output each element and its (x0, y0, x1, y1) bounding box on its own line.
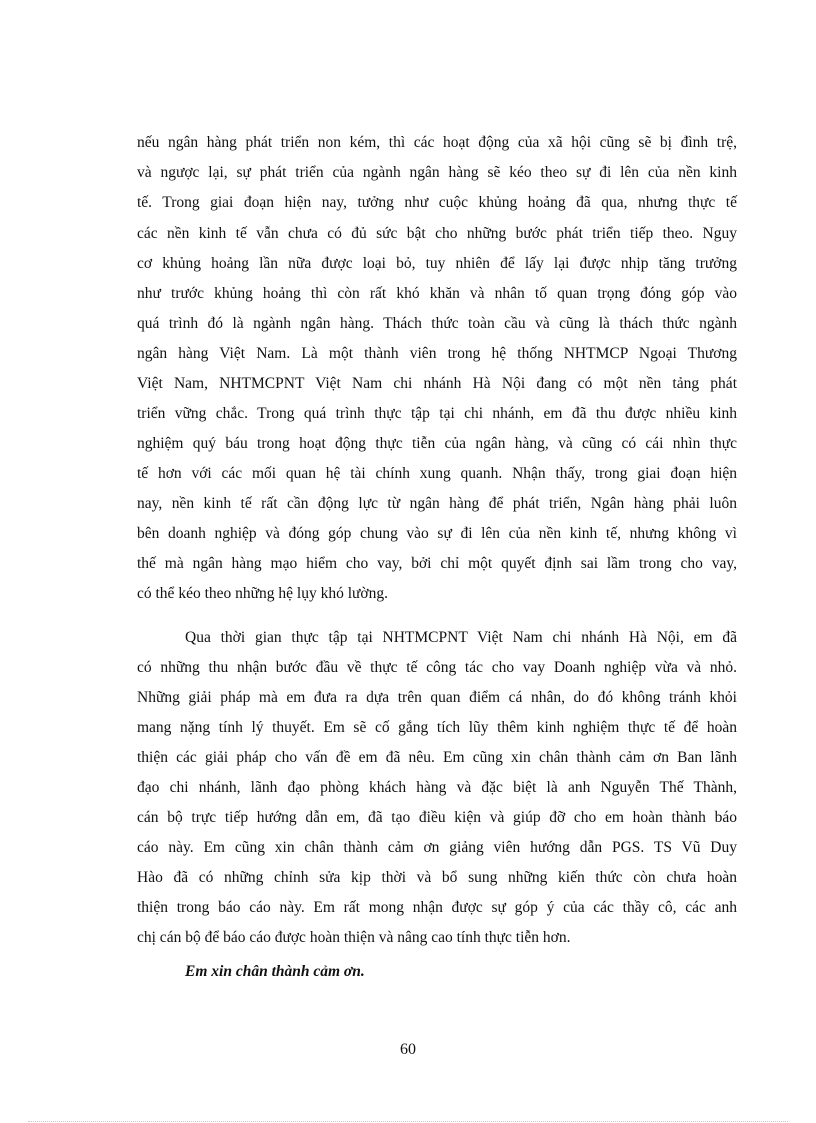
paragraph-1-line: các nền kinh tế vẫn chưa có đủ sức bật cho những bước phát triển tiếp theo. Nguy (137, 225, 737, 242)
footer-divider (28, 1121, 788, 1122)
paragraph-1-line: triển vững chắc. Trong quá trình thực tập tại chi nhánh, em đã thu được nhiều kinh (137, 405, 737, 422)
paragraph-1-line: ngân hàng Việt Nam. Là một thành viên trong hệ thống NHTMCP Ngoại Thương (137, 345, 737, 362)
paragraph-1-line: nếu ngân hàng phát triển non kém, thì các hoạt động của xã hội cũng sẽ bị đình trệ, (137, 134, 737, 151)
paragraph-1-line: tế. Trong giai đoạn hiện nay, tưởng như cuộc khủng hoảng đã qua, nhưng thực tế (137, 194, 737, 211)
paragraph-1-line: quá trình đó là ngành ngân hàng. Thách thức toàn cầu và cũng là thách thức ngành (137, 315, 737, 332)
closing-thanks: Em xin chân thành cảm ơn. (185, 963, 365, 980)
paragraph-1-line: bên doanh nghiệp và đóng góp chung vào sự đi lên của nền kinh tế, nhưng không vì (137, 525, 737, 542)
paragraph-2-line: thiện các giải pháp cho vấn đề em đã nêu. Em cũng xin chân thành cảm ơn Ban lãnh (137, 749, 737, 766)
paragraph-2-line: có những thu nhận bước đầu về thực tế công tác cho vay Doanh nghiệp vừa và nhỏ. (137, 659, 737, 676)
paragraph-2-line: mang nặng tính lý thuyết. Em sẽ cố gắng tích lũy thêm kinh nghiệm thực tế để hoàn (137, 719, 737, 736)
paragraph-1-line: có thể kéo theo những hệ lụy khó lường. (137, 585, 388, 602)
paragraph-2-line: thiện trong báo cáo này. Em rất mong nhận được sự góp ý của các thầy cô, các anh (137, 899, 737, 916)
paragraph-1-line: tế hơn với các mối quan hệ tài chính xung quanh. Nhận thấy, trong giai đoạn hiện (137, 465, 737, 482)
page-number: 60 (400, 1041, 416, 1058)
paragraph-1-line: và ngược lại, sự phát triển của ngành ngân hàng sẽ kéo theo sự đi lên của nền kinh (137, 164, 737, 181)
paragraph-1-line: như trước khủng hoảng thì còn rất khó khăn và nhân tố quan trọng đóng góp vào (137, 285, 737, 302)
paragraph-2-line: đạo chi nhánh, lãnh đạo phòng khách hàng và đặc biệt là anh Nguyễn Thế Thành, (137, 779, 737, 796)
paragraph-1-line: thế mà ngân hàng mạo hiểm cho vay, bởi chỉ một quyết định sai lầm trong cho vay, (137, 555, 737, 572)
paragraph-1-line: nghiệm quý báu trong hoạt động thực tiễn của ngân hàng, và cũng có cái nhìn thực (137, 435, 737, 452)
paragraph-2-line: Hào đã có những chỉnh sửa kịp thời và bổ sung những kiến thức còn chưa hoàn (137, 869, 737, 886)
paragraph-2-line: chị cán bộ để báo cáo được hoàn thiện và nâng cao tính thực tiễn hơn. (137, 929, 571, 946)
paragraph-1-line: cơ khủng hoảng lần nữa được loại bỏ, tuy nhiên để lấy lại được nhịp tăng trưởng (137, 255, 737, 272)
paragraph-1-line: Việt Nam, NHTMCPNT Việt Nam chi nhánh Hà Nội đang có một nền tảng phát (137, 375, 737, 392)
paragraph-2-line: Qua thời gian thực tập tại NHTMCPNT Việt Nam chi nhánh Hà Nội, em đã (185, 629, 737, 646)
paragraph-1-line: nay, nền kinh tế rất cần động lực từ ngân hàng để phát triển, Ngân hàng phải luôn (137, 495, 737, 512)
paragraph-2-line: cáo này. Em cũng xin chân thành cảm ơn giảng viên hướng dẫn PGS. TS Vũ Duy (137, 839, 737, 856)
paragraph-2-line: Những giải pháp mà em đưa ra dựa trên quan điểm cá nhân, do đó không tránh khỏi (137, 689, 737, 706)
paragraph-2-line: cán bộ trực tiếp hướng dẫn em, đã tạo điều kiện và giúp đỡ cho em hoàn thành báo (137, 809, 737, 826)
